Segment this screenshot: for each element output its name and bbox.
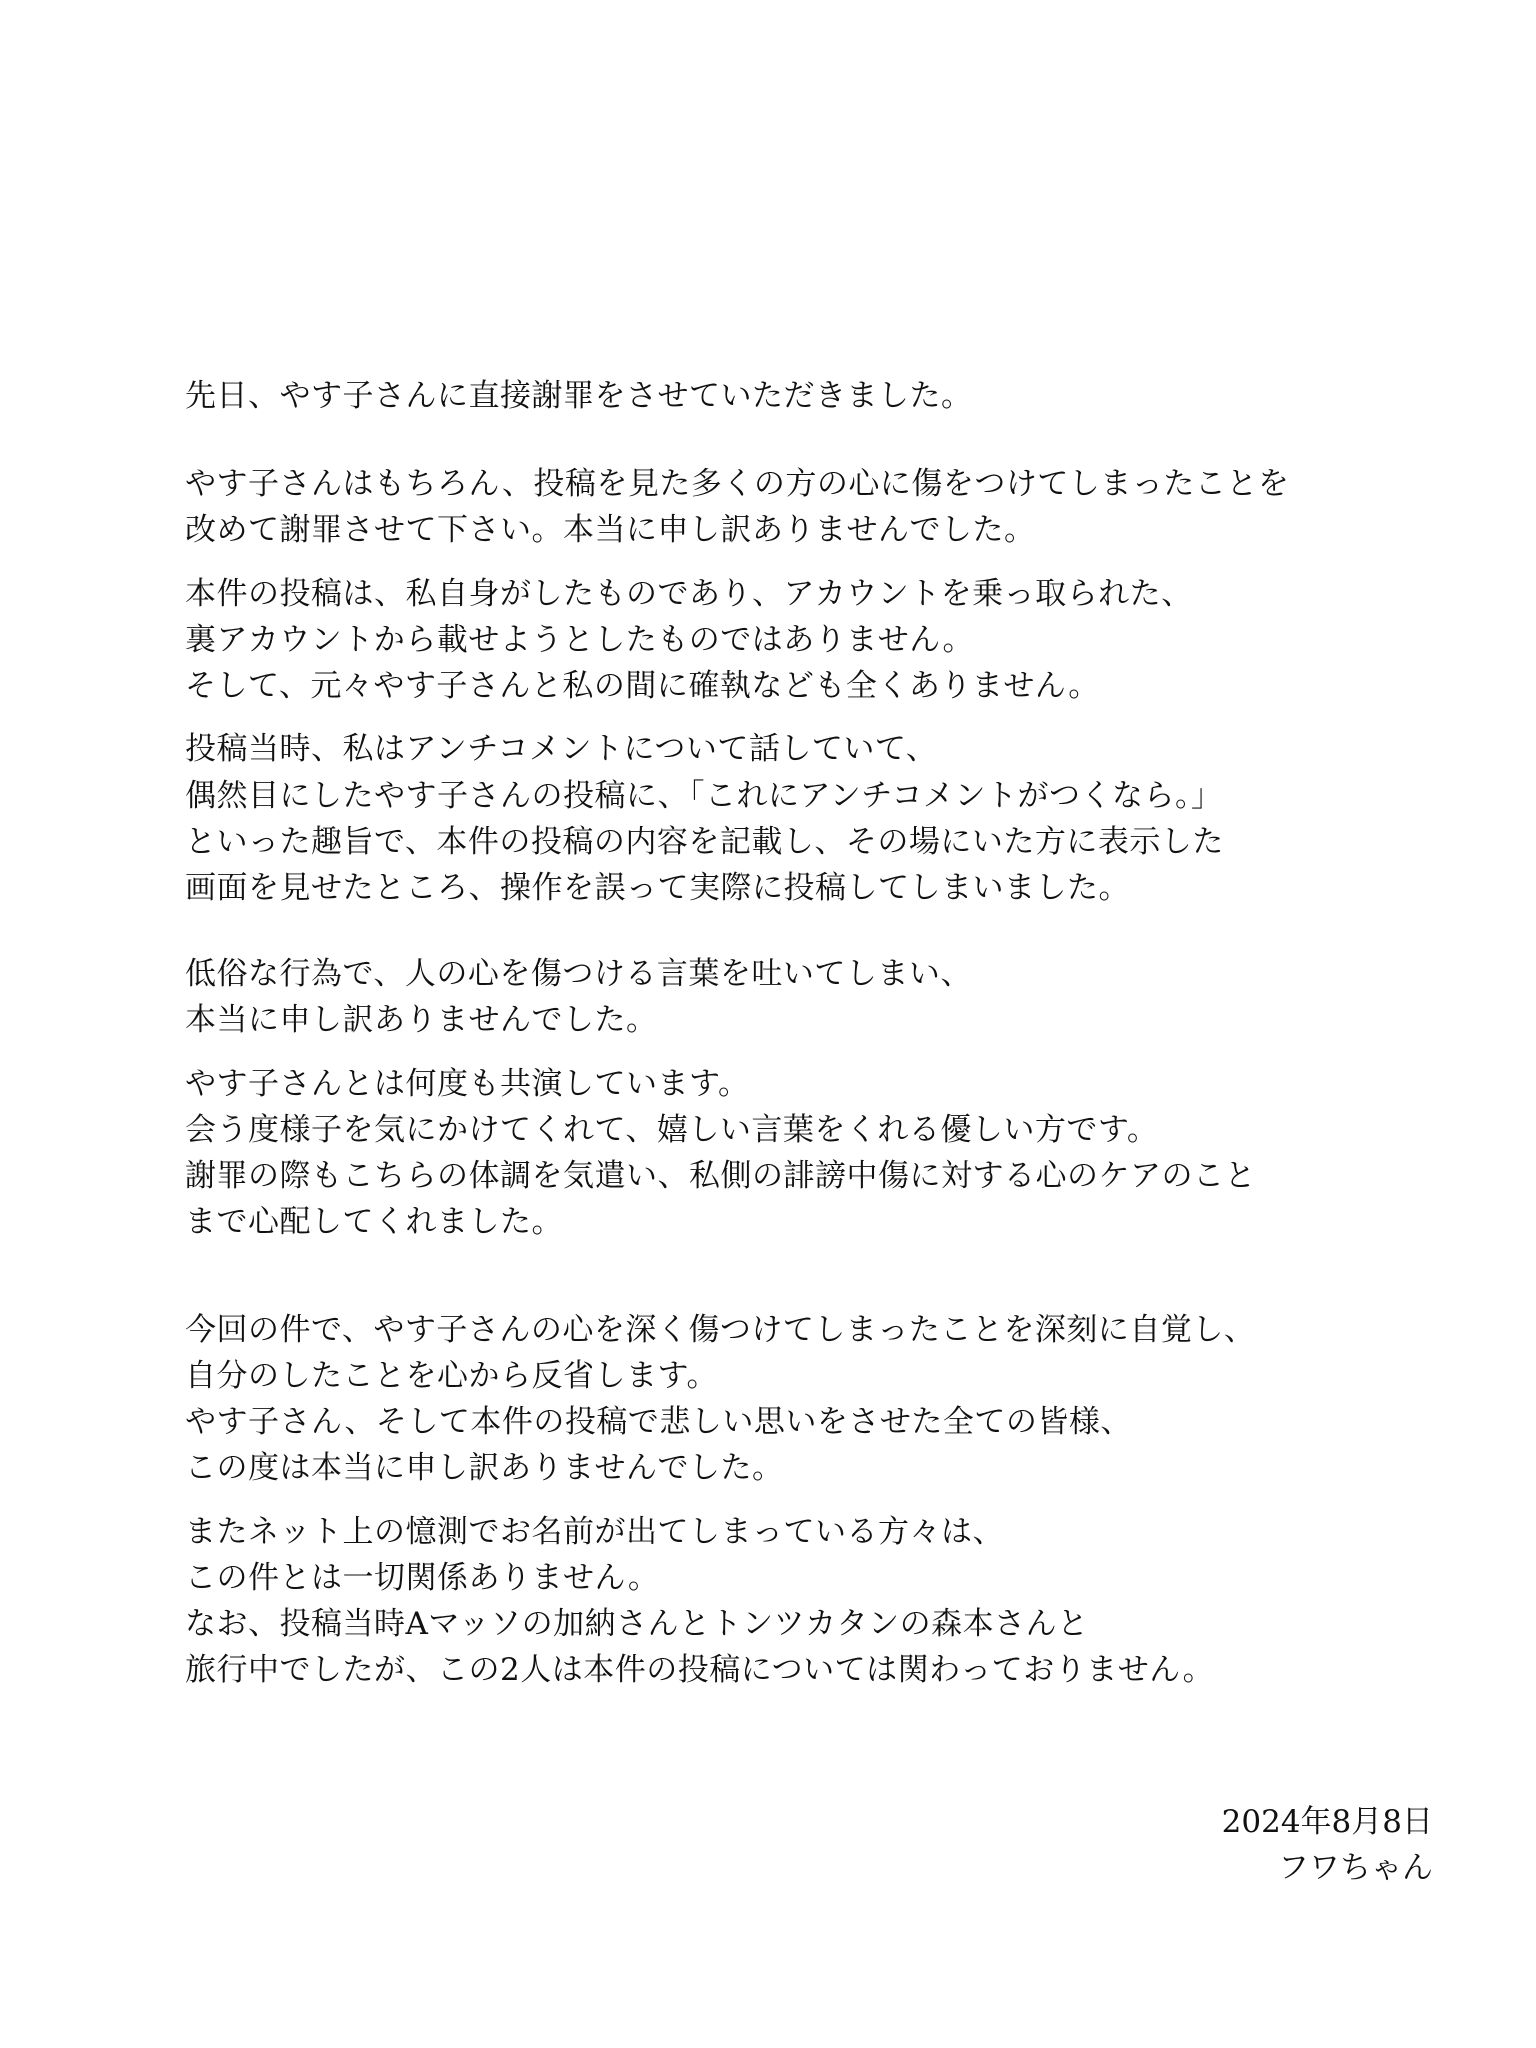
letter-line: この件とは一切関係ありません。 xyxy=(185,1560,660,1596)
letter-line: 旅行中でしたが、この2人は本件の投稿については関わっておりません。 xyxy=(185,1652,1215,1688)
letter-line: またネット上の憶測でお名前が出てしまっている方々は、 xyxy=(185,1514,1004,1550)
letter-date: 2024年8月8日 xyxy=(1221,1804,1433,1840)
letter-line: 偶然目にしたやす子さんの投稿に、「これにアンチコメントがつくなら。」 xyxy=(185,778,1223,814)
letter-line: 画面を見せたところ、操作を誤って実際に投稿してしまいました。 xyxy=(185,870,1130,906)
letter-line: やす子さんはもちろん、投稿を見た多くの方の心に傷をつけてしまったことを xyxy=(185,466,1290,502)
letter-line: そして、元々やす子さんと私の間に確執なども全くありません。 xyxy=(185,668,1100,704)
letter-line: 会う度様子を気にかけてくれて、嬉しい言葉をくれる優しい方です。 xyxy=(185,1112,1159,1148)
letter-line: 改めて謝罪させて下さい。本当に申し訳ありませんでした。 xyxy=(185,512,1036,548)
letter-line: 今回の件で、やす子さんの心を深く傷つけてしまったことを深刻に自覚し、 xyxy=(185,1312,1256,1348)
letter-line: 自分のしたことを心から反省します。 xyxy=(185,1358,719,1394)
letter-line: 裏アカウントから載せようとしたものではありません。 xyxy=(185,622,975,658)
letter-line: 先日、やす子さんに直接謝罪をさせていただきました。 xyxy=(185,378,973,414)
letter-line: 本当に申し訳ありませんでした。 xyxy=(185,1002,658,1038)
letter-line: やす子さん、そして本件の投稿で悲しい思いをさせた全ての皆様、 xyxy=(185,1404,1132,1440)
letter-line: やす子さんとは何度も共演しています。 xyxy=(185,1066,750,1102)
letter-line: 投稿当時、私はアンチコメントについて話していて、 xyxy=(185,731,938,767)
letter-line: なお、投稿当時Aマッソの加納さんとトンツカタンの森本さんと xyxy=(185,1606,1089,1642)
letter-line: この度は本当に申し訳ありませんでした。 xyxy=(185,1450,784,1486)
letter-line: といった趣旨で、本件の投稿の内容を記載し、その場にいた方に表示した xyxy=(185,824,1224,860)
letter-line: 本件の投稿は、私自身がしたものであり、アカウントを乗っ取られた、 xyxy=(185,576,1193,612)
letter-line: まで心配してくれました。 xyxy=(185,1204,563,1240)
letter-line: 低俗な行為で、人の心を傷つける言葉を吐いてしまい、 xyxy=(185,956,972,992)
letter-line: 謝罪の際もこちらの体調を気遣い、私側の誹謗中傷に対する心のケアのこと xyxy=(185,1158,1256,1194)
letter-signature: フワちゃん xyxy=(1278,1850,1433,1886)
